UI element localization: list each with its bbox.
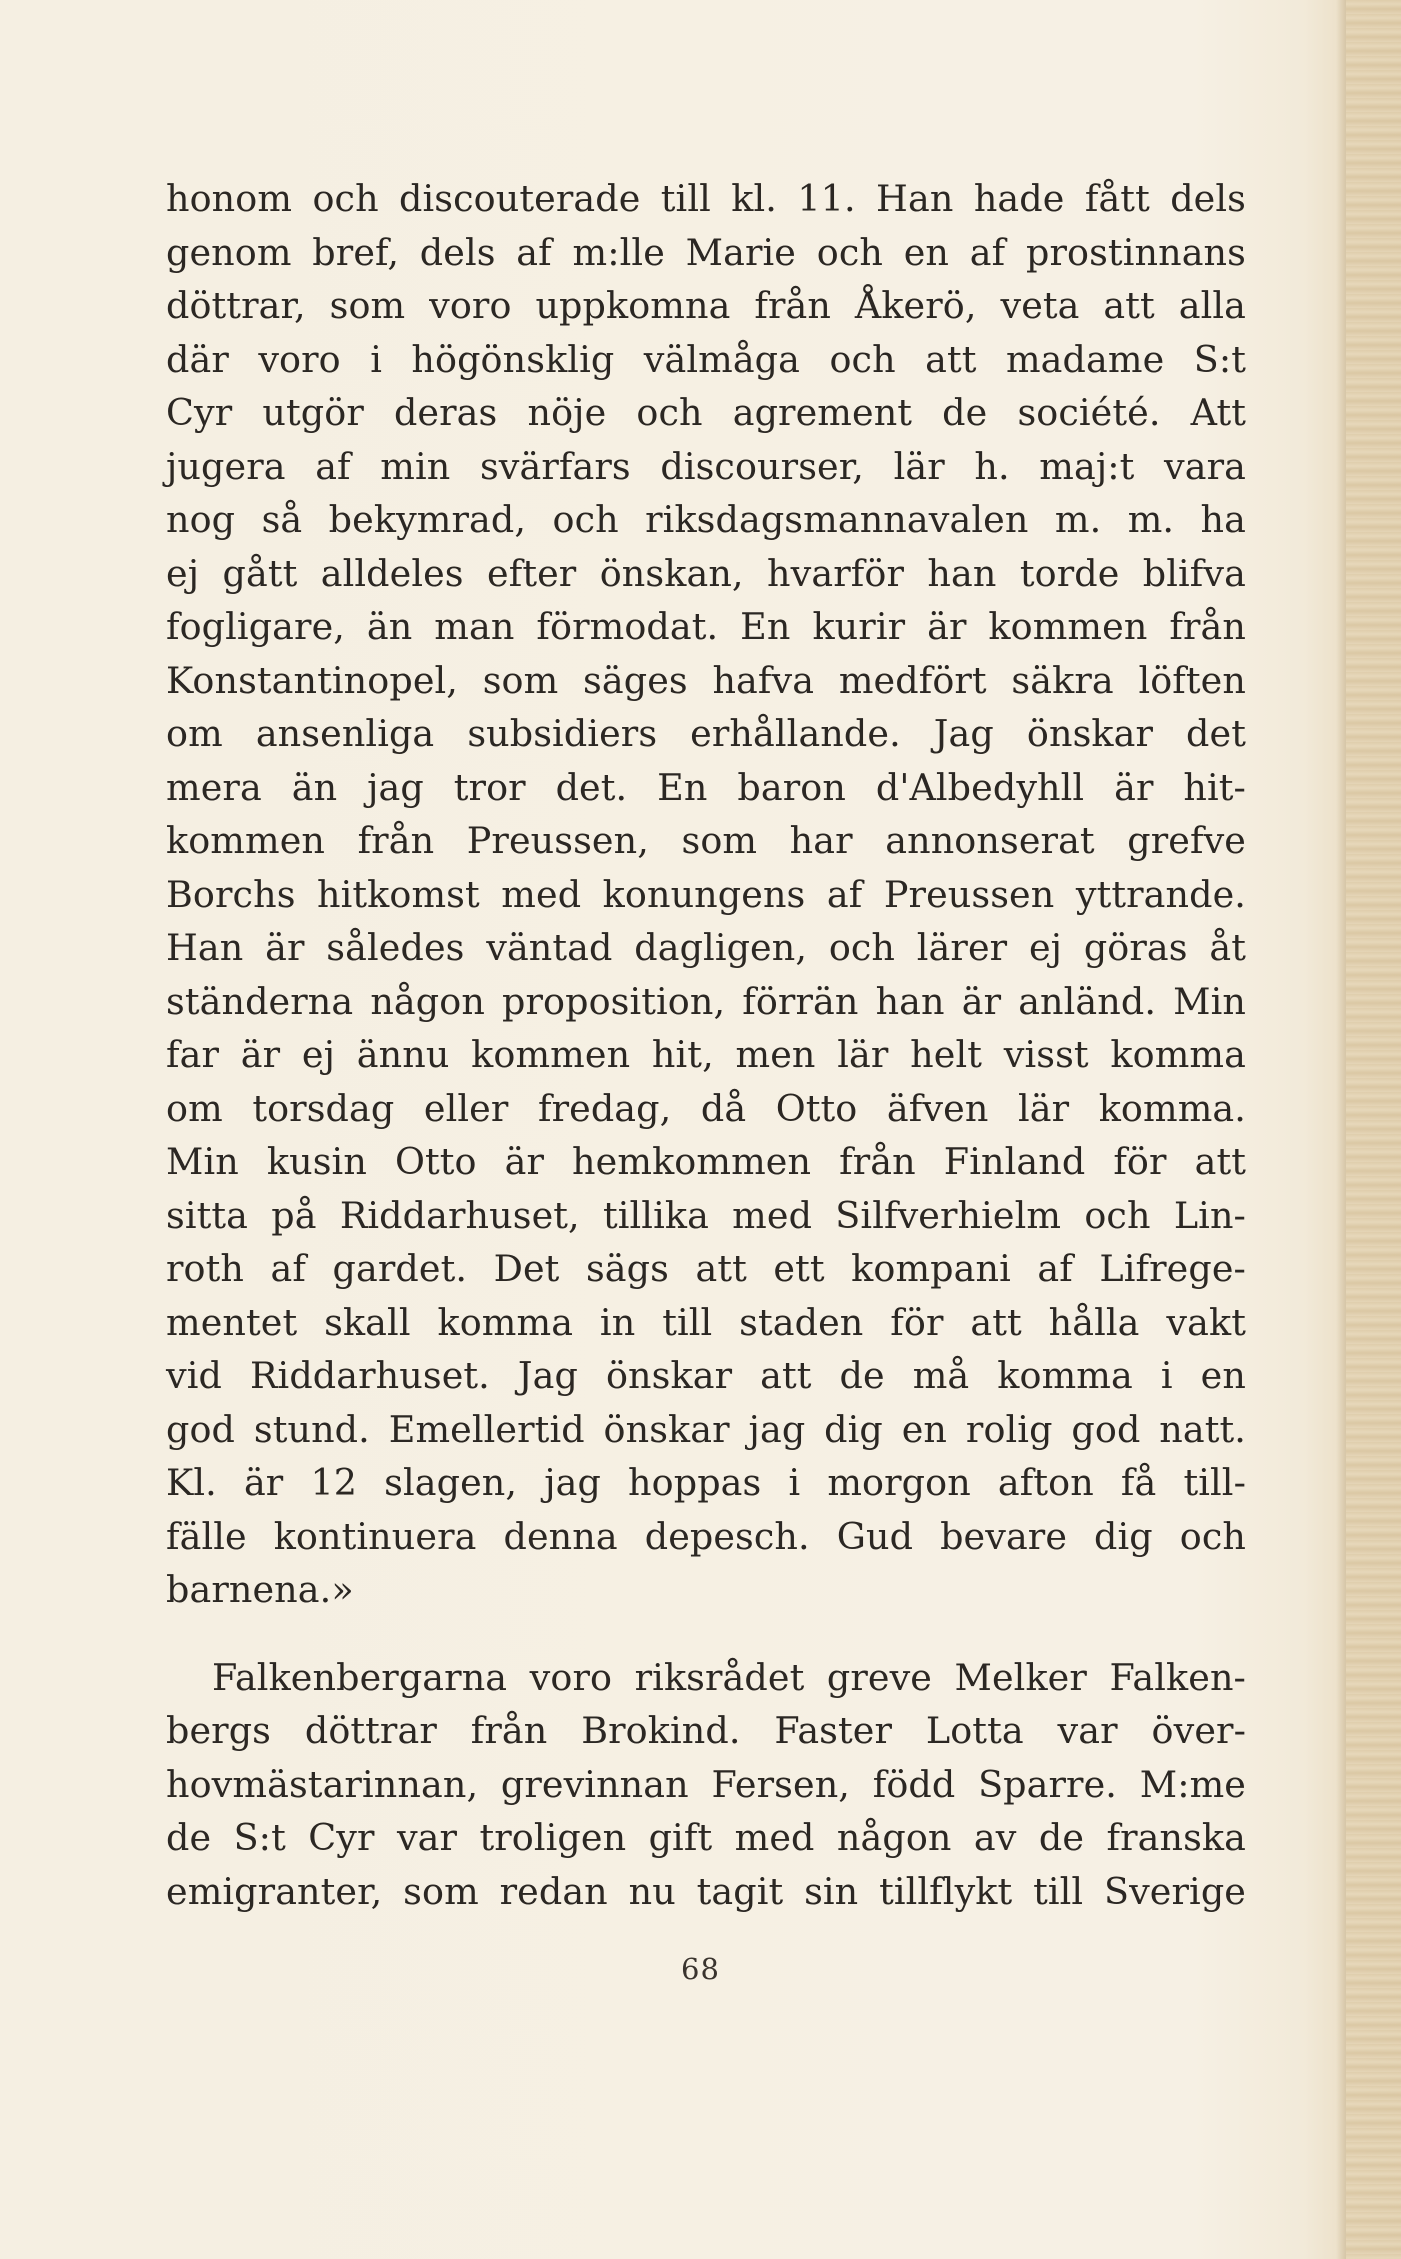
- text-line: sitta på Riddarhuset, tillika med Silfverhielm och Lin-: [166, 1193, 1246, 1237]
- text-line: döttrar, som voro uppkomna från Åkerö, veta att alla: [166, 284, 1246, 327]
- text-line: hovmästarinnan, grevinnan Fersen, född Sparre. M:me: [166, 1762, 1246, 1806]
- text-line: om ansenliga subsidiers erhållande. Jag önskar det: [166, 712, 1246, 755]
- text-line: Cyr utgör deras nöje och agrement de société. Att: [166, 391, 1246, 434]
- text-line: mera än jag tror det. En baron d'Albedyhll är hit-: [166, 765, 1246, 809]
- text-line: roth af gardet. Det sägs att ett kompani af Lifrege-: [166, 1247, 1246, 1290]
- text-line: ständerna någon proposition, förrän han är anländ. Min: [166, 979, 1246, 1023]
- text-line: där voro i högönsklig välmåga och att madame S:t: [166, 337, 1246, 381]
- text-line: fogligare, än man förmodat. En kurir är kommen från: [166, 605, 1246, 648]
- text-line: Konstantinopel, som säges hafva medfört säkra löften: [166, 658, 1246, 702]
- page-body-text: [166, 172, 1246, 1918]
- text-line: Kl. är 12 slagen, jag hoppas i morgon afton få till-: [166, 1461, 1246, 1504]
- page-number: 68: [681, 1952, 720, 1986]
- text-line: far är ej ännu kommen hit, men lär helt visst komma: [166, 1033, 1246, 1076]
- text-line: Han är således väntad dagligen, och lärer ej göras åt: [166, 926, 1246, 969]
- text-line: jugera af min svärfars discourser, lär h. maj:t vara: [166, 444, 1246, 488]
- text-line: emigranter, som redan nu tagit sin tillflykt till Sverige: [166, 1869, 1246, 1913]
- text-line: vid Riddarhuset. Jag önskar att de må komma i en: [166, 1354, 1246, 1397]
- text-line: bergs döttrar från Brokind. Faster Lotta var över-: [166, 1709, 1246, 1752]
- text-line: ej gått alldeles efter önskan, hvarför han torde blifva: [166, 551, 1246, 595]
- text-line: mentet skall komma in till staden för att hålla vakt: [166, 1300, 1246, 1344]
- text-line: barnena.»: [166, 1568, 354, 1611]
- text-line: Borchs hitkomst med konungens af Preussen yttrande.: [166, 872, 1246, 916]
- text-line: om torsdag eller fredag, då Otto äfven lär komma.: [166, 1086, 1246, 1130]
- paragraph: [166, 172, 1246, 1617]
- text-line: genom bref, dels af m:lle Marie och en af prostinnans: [166, 230, 1246, 274]
- text-line: god stund. Emellertid önskar jag dig en rolig god natt.: [166, 1407, 1246, 1451]
- text-line: Falkenbergarna voro riksrådet greve Melker Falken-: [212, 1655, 1246, 1699]
- text-line: de S:t Cyr var troligen gift med någon av de franska: [166, 1816, 1246, 1859]
- text-line: Min kusin Otto är hemkommen från Finland för att: [166, 1140, 1246, 1183]
- text-line: nog så bekymrad, och riksdagsmannavalen m. m. ha: [166, 498, 1246, 541]
- page-edge: [1346, 0, 1401, 2259]
- paragraph-spacer: [166, 1617, 1246, 1651]
- text-line: honom och discouterade till kl. 11. Han hade fått dels: [166, 177, 1246, 220]
- text-line: fälle kontinuera denna depesch. Gud bevare dig och: [166, 1514, 1246, 1558]
- page-gutter-shadow: [1336, 0, 1346, 2259]
- text-line: kommen från Preussen, som har annonserat grefve: [166, 819, 1246, 862]
- paragraph: [166, 1651, 1246, 1919]
